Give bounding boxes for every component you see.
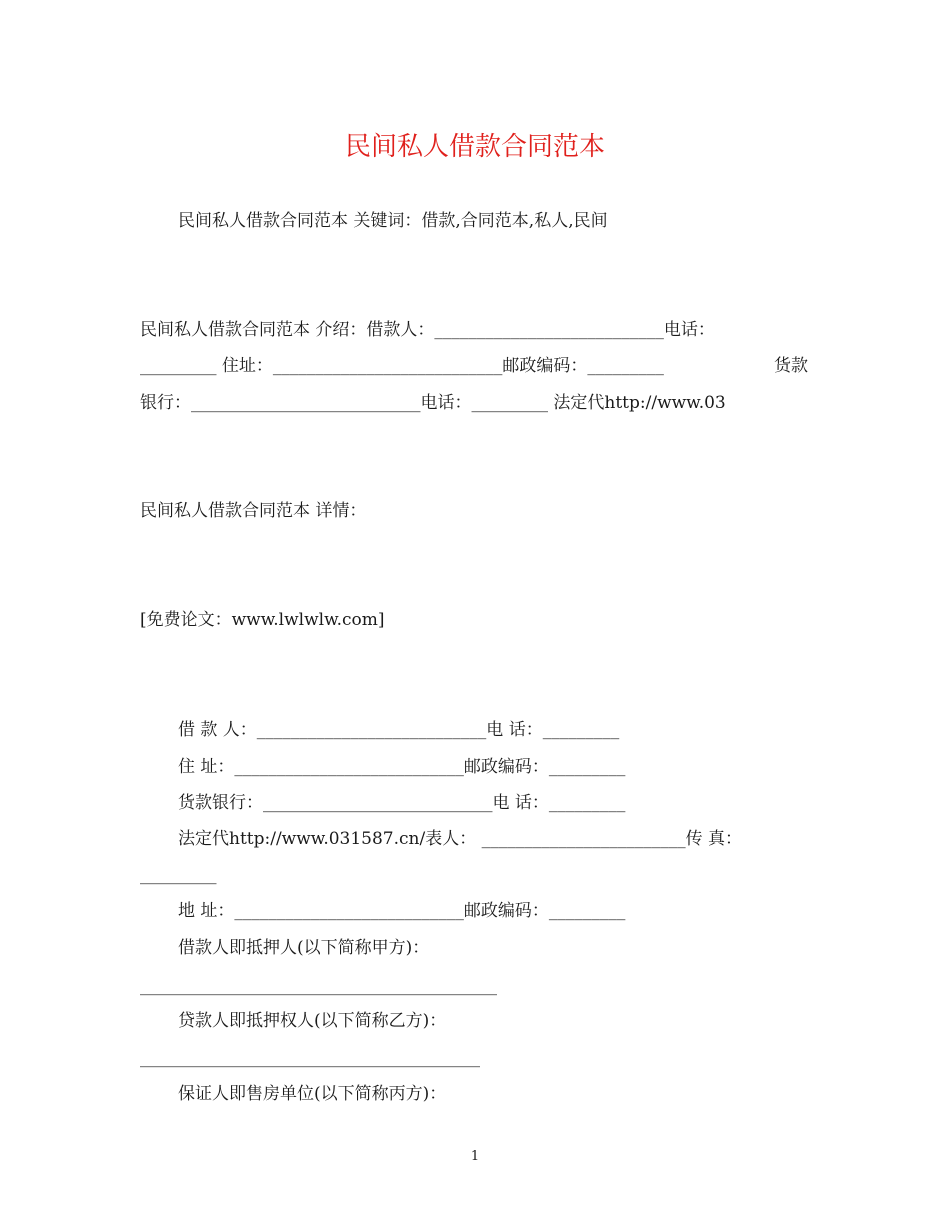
keywords-line: 民间私人借款合同范本 关键词：借款,合同范本,私人,民间: [178, 211, 608, 231]
document-title: 民间私人借款合同范本: [344, 132, 605, 162]
lending-bank-field: 货款银行：___________________________电 话：_________: [178, 793, 626, 813]
party-a-blank: __________________________________________: [140, 976, 497, 996]
fax-blank: _________: [140, 865, 217, 885]
party-b-blank: ________________________________________: [140, 1048, 480, 1068]
page-number: 1: [470, 1149, 480, 1164]
party-c-label: 保证人即售房单位(以下简称丙方)：: [178, 1084, 447, 1104]
intro-line-2-end: 货款: [774, 356, 808, 376]
borrower-field: 借 款 人：___________________________电 话：_________: [178, 720, 620, 740]
intro-line-3: 银行：___________________________电话：_________ 法定代http://www.03: [140, 393, 726, 413]
details-heading: 民间私人借款合同范本 详情：: [140, 501, 367, 521]
intro-line-2: _________ 住址：___________________________邮政编码：_________: [140, 356, 664, 376]
address2-field: 地 址：___________________________邮政编码：_________: [178, 901, 626, 921]
party-b-label: 贷款人即抵押权人(以下简称乙方)：: [178, 1011, 447, 1031]
intro-line-1: 民间私人借款合同范本 介绍：借款人：___________________________电话：: [140, 320, 715, 340]
address-field: 住 址：___________________________邮政编码：_________: [178, 757, 626, 777]
legal-rep-field: 法定代http://www.031587.cn/表人： ________________________传 真：: [178, 829, 743, 849]
free-paper-link: [免费论文：www.lwlwlw.com]: [140, 610, 385, 630]
party-a-label: 借款人即抵押人(以下简称甲方)：: [178, 938, 430, 958]
